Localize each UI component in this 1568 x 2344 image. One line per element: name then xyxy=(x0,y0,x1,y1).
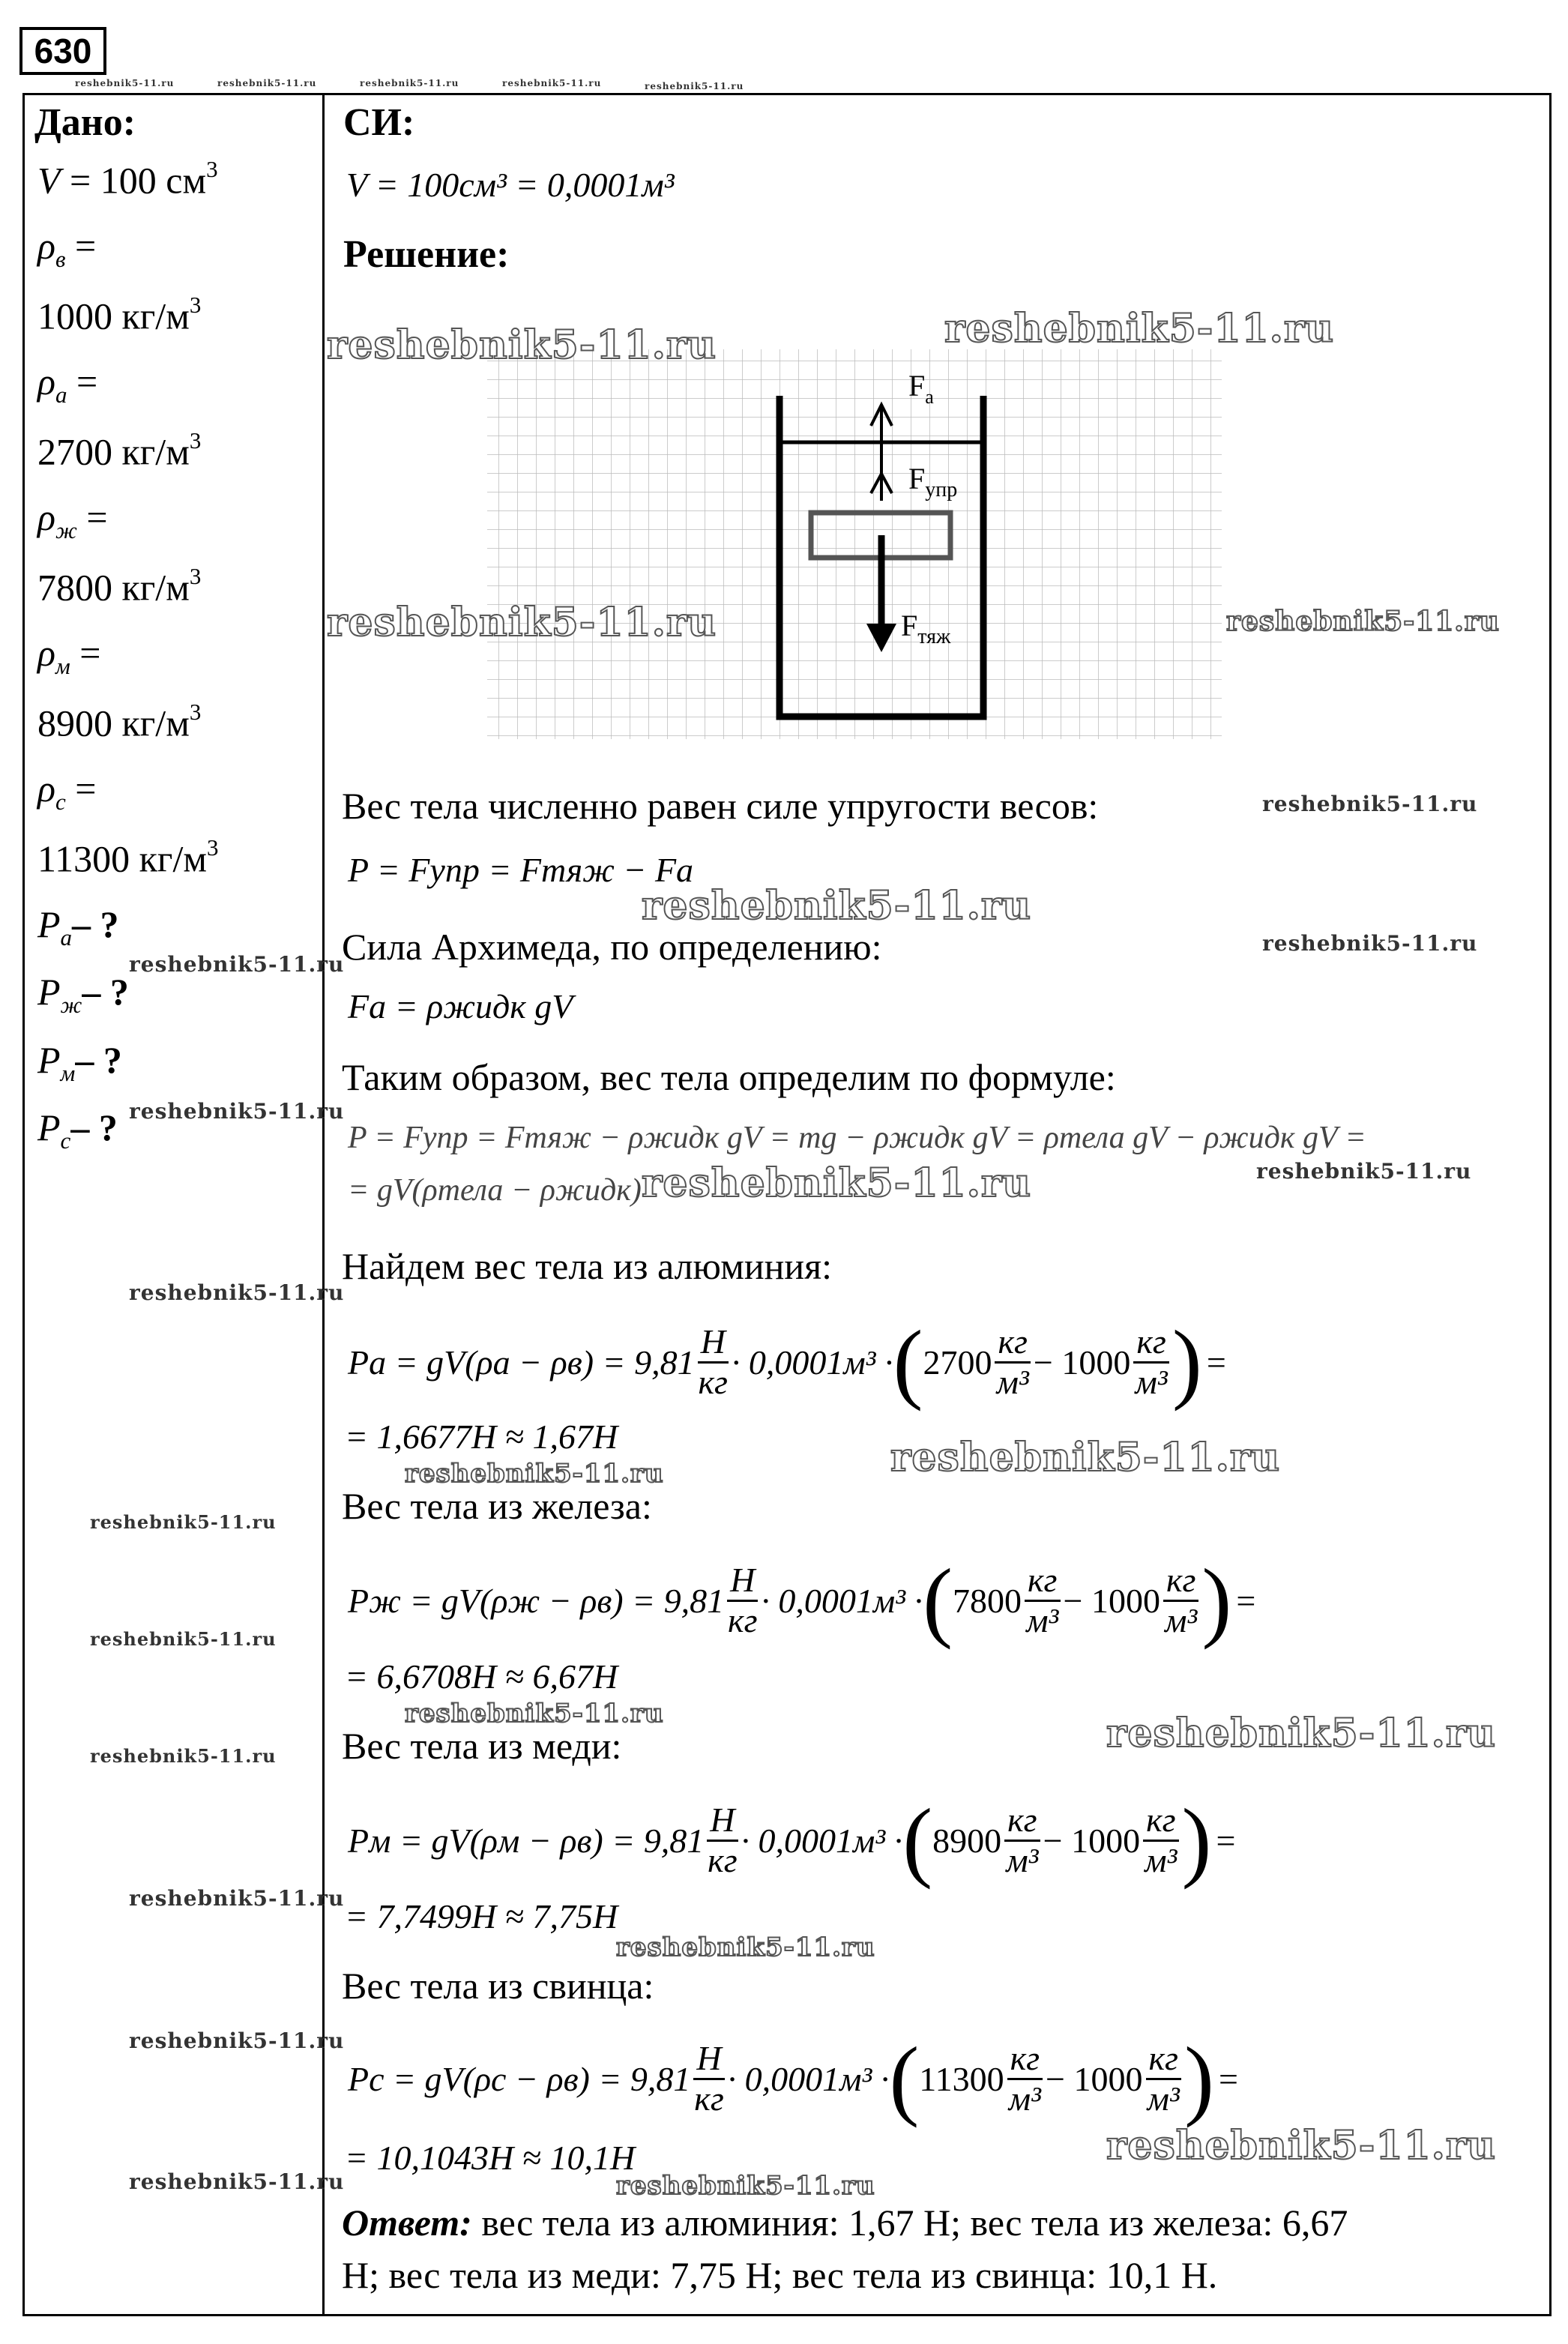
watermark: reshebnik5-11.ru xyxy=(327,322,717,368)
watermark: reshebnik5-11.ru xyxy=(890,1435,1281,1480)
given-item xyxy=(37,563,201,609)
label-fupr: F xyxy=(908,462,926,495)
formula-copper: Pм = gV(ρм − ρв) = 9,81 $\frac{H}{кг}$ · 0,0001м³ · ( 8900 $\frac{кг}{\text{м³}}$ − 1000 $\frac{кг}{\text{м³}}$ ) = xyxy=(348,1790,1236,1890)
title-lead: Вес тела из свинца: xyxy=(342,1965,654,2007)
given-symbol: ρ xyxy=(37,767,55,810)
frac-den: м³ xyxy=(1145,1840,1177,1879)
given-item xyxy=(37,970,129,1019)
frac-den: кг xyxy=(694,2079,724,2118)
result-aluminium: = 1,6677H ≈ 1,67H xyxy=(345,1417,618,1456)
title-copper: Вес тела из меди: xyxy=(342,1725,622,1767)
formula-archimedes: Fа = ρжидк gV xyxy=(348,987,573,1025)
given-item xyxy=(37,1038,122,1087)
label-ftyazh: F xyxy=(901,609,918,642)
si-header: СИ: xyxy=(343,101,415,144)
watermark: reshebnik5-11.ru xyxy=(327,600,717,645)
given-item xyxy=(37,292,201,338)
given-symbol: ρ xyxy=(37,360,55,403)
formula-aluminium-mid: · 0,0001м³ · xyxy=(731,1343,893,1382)
given-value: – ? xyxy=(82,971,129,1013)
label-fupr-sub: упр xyxy=(925,478,958,501)
watermark: reshebnik5-11.ru xyxy=(502,78,602,88)
watermark: reshebnik5-11.ru xyxy=(1106,2123,1497,2169)
equals-sign: = xyxy=(1216,1821,1236,1860)
frac-den: м³ xyxy=(1026,1600,1059,1639)
label-fa: F xyxy=(908,369,926,403)
given-item xyxy=(37,903,119,951)
given-subscript: м xyxy=(60,1059,76,1086)
given-symbol: P xyxy=(37,1106,61,1148)
given-item xyxy=(37,427,201,474)
answer-text-1: вес тела из алюминия: 1,67 Н; вес тела из железа: 6,67 xyxy=(471,2202,1348,2244)
frac-num: кг xyxy=(1025,1561,1060,1602)
formula-copper-mid: · 0,0001м³ · xyxy=(741,1821,903,1860)
given-value: = 100 см xyxy=(60,159,207,202)
given-symbol: ρ xyxy=(37,631,55,674)
frac-den: м³ xyxy=(1008,2079,1041,2118)
given-value: – ? xyxy=(70,1106,118,1148)
answer-line-2: Н; вес тела из меди: 7,75 Н; вес тела из свинца: 10,1 Н. xyxy=(342,2254,1218,2296)
formula-weight-final: = gV(ρтела − ρжидк) xyxy=(348,1173,642,1208)
formula-iron-lhs: Pж = gV(ρж − ρв) = 9,81 xyxy=(348,1581,725,1620)
given-subscript: ж xyxy=(60,991,82,1018)
frac-num: H xyxy=(707,1801,738,1842)
force-diagram xyxy=(480,342,1229,747)
frac-num: кг xyxy=(1007,2040,1043,2080)
value-aluminium-density: 2700 xyxy=(923,1343,992,1382)
frac-den: м³ xyxy=(996,1362,1029,1401)
text-weight-formula: Таким образом, вес тела определим по формуле: xyxy=(342,1056,1116,1098)
given-symbol: V xyxy=(37,159,61,202)
frac-num: H xyxy=(693,2040,724,2080)
value-water-density: − 1000 xyxy=(1063,1581,1160,1620)
frac-num: кг xyxy=(1163,1561,1198,1602)
given-subscript: а xyxy=(55,381,67,408)
frac-num: кг xyxy=(1133,1323,1169,1364)
equals-sign: = xyxy=(1206,1343,1226,1382)
frac-den: кг xyxy=(708,1840,738,1879)
watermark: reshebnik5-11.ru xyxy=(75,78,175,88)
given-item xyxy=(37,699,201,745)
formula-aluminium: Pа = gV(ρа − ρв) = 9,81 $\frac{H}{кг}$ · 0,0001м³ · ( 2700 $\frac{кг}{\text{м³}}$ − 1000 $\frac{кг}{\text{м³}}$ ) = xyxy=(348,1312,1226,1411)
given-header: Дано: xyxy=(34,101,136,144)
given-value: – ? xyxy=(72,903,119,945)
watermark: reshebnik5-11.ru xyxy=(1262,931,1478,956)
watermark: reshebnik5-11.ru xyxy=(616,1932,875,1962)
frac-den: кг xyxy=(698,1362,728,1401)
label-fa-sub: a xyxy=(925,386,934,408)
result-lead: = 10,1043H ≈ 10,1H xyxy=(345,2139,636,2177)
formula-iron-mid: · 0,0001м³ · xyxy=(761,1581,923,1620)
label-ftyazh-sub: тяж xyxy=(917,625,951,648)
formula-weight-expanded: P = Fупр = Fтяж − ρжидк gV = mg − ρжидк gV = ρтела gV − ρжидк gV = xyxy=(348,1121,1366,1155)
given-value: 2700 кг/м xyxy=(37,430,190,473)
equals-sign: = xyxy=(1218,2059,1238,2098)
given-item xyxy=(37,767,96,816)
given-symbol: ρ xyxy=(37,224,55,267)
answer-line-1 xyxy=(342,2201,1348,2244)
given-value: = xyxy=(70,631,101,674)
given-value: = xyxy=(67,360,98,403)
given-item xyxy=(37,1106,118,1154)
watermark: reshebnik5-11.ru xyxy=(129,2169,345,2194)
watermark: reshebnik5-11.ru xyxy=(129,1886,345,1911)
given-value: 1000 кг/м xyxy=(37,295,190,337)
given-superscript: 3 xyxy=(189,292,202,318)
given-superscript: 3 xyxy=(206,156,218,182)
answer-label: Ответ: xyxy=(342,2202,472,2244)
watermark: reshebnik5-11.ru xyxy=(129,952,345,977)
problem-number: 630 xyxy=(19,27,106,75)
watermark: reshebnik5-11.ru xyxy=(1256,1159,1472,1184)
si-formula: V = 100см³ = 0,0001м³ xyxy=(346,166,675,204)
frac-num: кг xyxy=(1146,2040,1181,2080)
given-superscript: 3 xyxy=(189,563,202,589)
watermark: reshebnik5-11.ru xyxy=(616,2171,875,2201)
watermark: reshebnik5-11.ru xyxy=(944,306,1335,352)
watermark: reshebnik5-11.ru xyxy=(129,2028,345,2053)
frac-num: кг xyxy=(995,1323,1030,1364)
frac-den: м³ xyxy=(1006,1840,1039,1879)
watermark: reshebnik5-11.ru xyxy=(129,1099,345,1124)
frac-den: м³ xyxy=(1135,1362,1168,1401)
solution-header: Решение: xyxy=(343,233,510,276)
frac-den: м³ xyxy=(1165,1600,1198,1639)
value-copper-density: 8900 xyxy=(932,1821,1002,1860)
given-subscript: а xyxy=(60,924,73,950)
frac-den: м³ xyxy=(1147,2079,1180,2118)
watermark: reshebnik5-11.ru xyxy=(360,78,459,88)
given-symbol: P xyxy=(37,903,61,945)
given-superscript: 3 xyxy=(206,834,219,861)
given-value: = xyxy=(65,224,97,267)
watermark: reshebnik5-11.ru xyxy=(90,1628,277,1650)
watermark: reshebnik5-11.ru xyxy=(645,81,744,91)
watermark: reshebnik5-11.ru xyxy=(642,1160,1032,1206)
given-subscript: с xyxy=(55,788,66,815)
column-divider xyxy=(322,93,325,2314)
watermark: reshebnik5-11.ru xyxy=(90,1511,277,1533)
watermark: reshebnik5-11.ru xyxy=(1226,606,1500,637)
given-value: – ? xyxy=(75,1038,122,1081)
frac-num: H xyxy=(727,1561,758,1602)
given-subscript: м xyxy=(55,652,70,679)
given-subscript: с xyxy=(60,1127,71,1154)
given-item xyxy=(37,834,218,881)
value-water-density: − 1000 xyxy=(1033,1343,1131,1382)
given-symbol: P xyxy=(37,971,61,1013)
given-item xyxy=(37,631,101,680)
given-value: 11300 кг/м xyxy=(37,837,207,880)
given-value: = xyxy=(65,767,97,810)
value-water-density: − 1000 xyxy=(1046,2059,1143,2098)
frac-num: H xyxy=(698,1323,729,1364)
formula-weight-balance: P = Fупр = Fтяж − Fа xyxy=(348,851,694,889)
given-superscript: 3 xyxy=(189,427,202,454)
value-iron-density: 7800 xyxy=(953,1581,1022,1620)
formula-aluminium-lhs: Pа = gV(ρа − ρв) = 9,81 xyxy=(348,1343,695,1382)
text-weight-equals-elastic: Вес тела численно равен силе упругости весов: xyxy=(342,785,1099,827)
result-copper: = 7,7499H ≈ 7,75H xyxy=(345,1897,618,1935)
watermark: reshebnik5-11.ru xyxy=(90,1745,277,1767)
text-archimedes-definition: Сила Архимеда, по определению: xyxy=(342,926,882,968)
title-aluminium: Найдем вес тела из алюминия: xyxy=(342,1245,833,1287)
frac-num: кг xyxy=(1004,1801,1040,1842)
title-iron: Вес тела из железа: xyxy=(342,1485,652,1527)
given-item xyxy=(37,224,96,273)
formula-lead-lhs: Pс = gV(ρс − ρв) = 9,81 xyxy=(348,2059,691,2098)
equals-sign: = xyxy=(1236,1581,1256,1620)
formula-lead: Pс = gV(ρс − ρв) = 9,81 $\frac{H}{кг}$ · 0,0001м³ · ( 11300 $\frac{кг}{\text{м³}}$ − 1000 $\frac{кг}{\text{м³}}$ ) = xyxy=(348,2028,1238,2128)
formula-iron: Pж = gV(ρж − ρв) = 9,81 $\frac{H}{кг}$ · 0,0001м³ · ( 7800 $\frac{кг}{\text{м³}}$ − 1000 $\frac{кг}{\text{м³}}$ ) = xyxy=(348,1550,1256,1650)
value-lead-density: 11300 xyxy=(919,2059,1004,2098)
formula-copper-lhs: Pм = gV(ρм − ρв) = 9,81 xyxy=(348,1821,705,1860)
grid-paper xyxy=(487,349,1222,739)
watermark: reshebnik5-11.ru xyxy=(405,1699,664,1729)
given-superscript: 3 xyxy=(189,699,202,725)
watermark: reshebnik5-11.ru xyxy=(217,78,317,88)
given-item xyxy=(37,495,108,544)
watermark: reshebnik5-11.ru xyxy=(129,1280,345,1305)
watermark: reshebnik5-11.ru xyxy=(1106,1711,1497,1756)
given-value: 7800 кг/м xyxy=(37,566,190,609)
given-subscript: в xyxy=(55,245,66,272)
given-item xyxy=(37,156,218,202)
frac-den: кг xyxy=(728,1600,758,1639)
frac-num: кг xyxy=(1143,1801,1178,1842)
formula-lead-mid: · 0,0001м³ · xyxy=(727,2059,890,2098)
given-value: = xyxy=(76,495,108,538)
given-value: 8900 кг/м xyxy=(37,702,190,744)
given-subscript: ж xyxy=(55,516,77,543)
given-item xyxy=(37,360,97,409)
given-symbol: P xyxy=(37,1038,61,1081)
value-water-density: − 1000 xyxy=(1043,1821,1141,1860)
watermark: reshebnik5-11.ru xyxy=(642,883,1032,929)
watermark: reshebnik5-11.ru xyxy=(405,1459,664,1489)
given-symbol: ρ xyxy=(37,495,55,538)
result-iron: = 6,6708H ≈ 6,67H xyxy=(345,1657,618,1696)
watermark: reshebnik5-11.ru xyxy=(1262,792,1478,816)
